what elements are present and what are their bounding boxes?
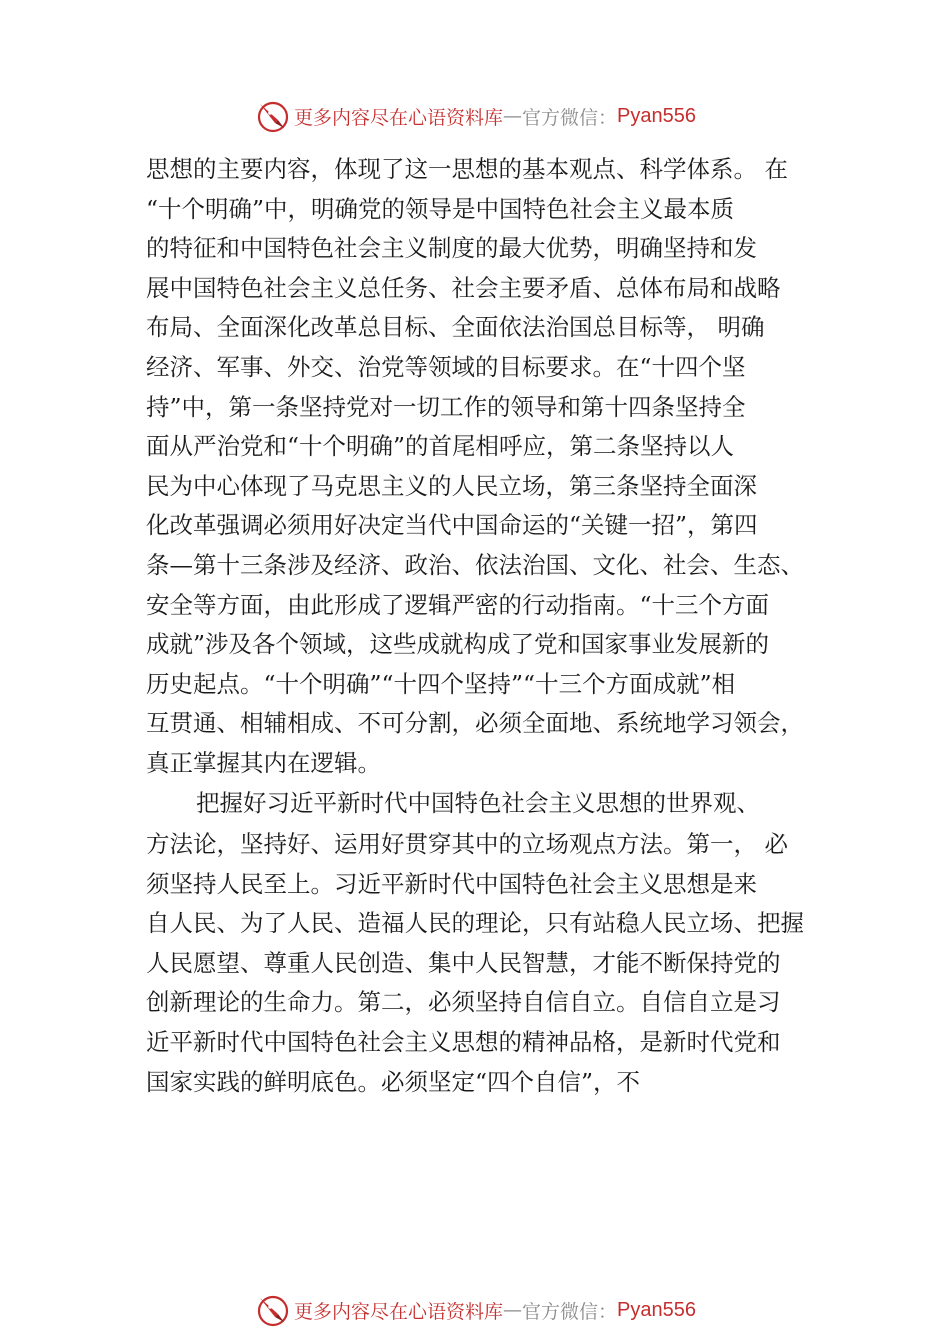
paragraph-start-line: 把握好习近平新时代中国特色社会主义思想的世界观、 <box>196 788 760 817</box>
body-line: 人民愿望、尊重人民创造、集中人民智慧，才能不断保持党的 <box>146 948 781 977</box>
body-line: 化改革强调必须用好决定当代中国命运的“关键一招”，第四 <box>146 511 758 540</box>
watermark-wechat-id: Pyan556 <box>617 1298 696 1321</box>
body-line: 展中国特色社会主义总任务、社会主要矛盾、总体布局和战略 <box>146 273 781 302</box>
body-line: “十个明确”中，明确党的领导是中国特色社会主义最本质 <box>146 194 735 223</box>
body-line: 真正掌握其内在逻辑。 <box>146 748 381 777</box>
body-line: 安全等方面，由此形成了逻辑严密的行动指南。“十三个方面 <box>146 590 770 619</box>
body-line: 成就”涉及各个领域，这些成就构成了党和国家事业发展新的 <box>146 630 770 659</box>
body-line: 互贯通、相辅相成、不可分割，必须全面地、系统地学习领会， <box>146 709 804 738</box>
footer-watermark <box>0 1290 950 1330</box>
body-line: 经济、军事、外交、治党等领域的目标要求。在“十四个坚 <box>146 352 746 381</box>
watermark-label: 官方微信： <box>522 106 618 129</box>
body-line: 民为中心体现了马克思主义的人民立场，第三条坚持全面深 <box>146 471 757 500</box>
pen-nib-logo-icon <box>254 1292 290 1328</box>
watermark-brand: 更多内容尽在心语资料库 <box>294 106 504 129</box>
watermark-label: 官方微信： <box>522 1300 618 1323</box>
body-line: 国家实践的鲜明底色。必须坚定“四个自信”，不 <box>146 1067 641 1096</box>
pen-nib-logo-icon <box>254 98 290 134</box>
body-line: 近平新时代中国特色社会主义思想的精神品格，是新时代党和 <box>146 1028 781 1057</box>
body-line: 思想的主要内容，体现了这一思想的基本观点、科学体系。 在 <box>146 155 788 183</box>
watermark-brand: 更多内容尽在心语资料库 <box>294 1300 504 1323</box>
body-line: 面从严治党和“十个明确”的首尾相呼应，第二条坚持以人 <box>146 432 735 461</box>
body-line: 布局、全面深化改革总目标、全面依法治国总目标等， 明确 <box>146 313 765 342</box>
body-line: 须坚持人民至上。习近平新时代中国特色社会主义思想是来 <box>146 869 757 898</box>
body-line: 创新理论的生命力。第二，必须坚持自信自立。自信自立是习 <box>146 988 781 1017</box>
watermark-wechat-id: Pyan556 <box>617 104 696 127</box>
watermark-dash: — <box>503 105 523 127</box>
body-line: 方法论，坚持好、运用好贯穿其中的立场观点方法。第一， 必 <box>146 830 788 859</box>
body-line: 自人民、为了人民、造福人民的理论，只有站稳人民立场、把握 <box>146 909 804 938</box>
body-line: 历史起点。“十个明确”“十四个坚持”“十三个方面成就”相 <box>146 669 736 698</box>
watermark-dash: — <box>503 1299 523 1321</box>
body-line: 持”中，第一条坚持党对一切工作的领导和第十四条坚持全 <box>146 392 746 421</box>
header-watermark <box>0 96 950 136</box>
body-line: 的特征和中国特色社会主义制度的最大优势，明确坚持和发 <box>146 234 757 263</box>
body-line: 条—第十三条涉及经济、政治、依法治国、文化、社会、生态、 <box>146 550 804 579</box>
document-body <box>146 150 826 1102</box>
